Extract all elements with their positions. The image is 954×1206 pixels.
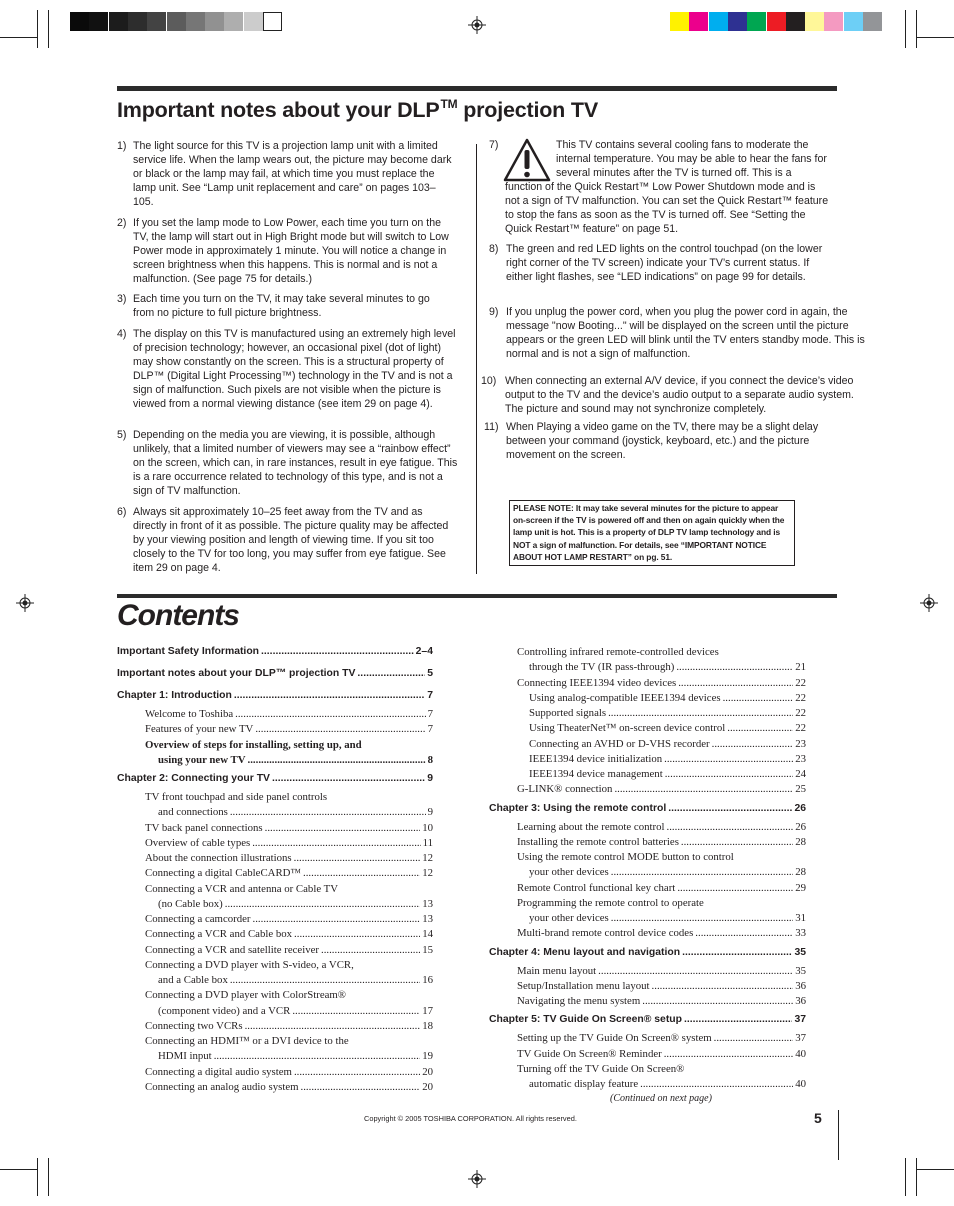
toc-leader-dots (668, 803, 792, 814)
toc-leader-dots (642, 995, 793, 1007)
note-text: Depending on the media you are viewing, it is possible, although unlikely, that a limited number of viewers may see a “rainbow effect” on the screen, which can, in rare instances, result in eye fatigue. This is a rare occurrence related to technology of this type, and is not a sign of TV malfunction. (133, 429, 458, 497)
toc-entry[interactable] (529, 1078, 806, 1090)
note-text: The light source for this TV is a projection lamp unit with a limited service life. When the lamp wears out, the picture may become dark or black or the lamp may fail, at which time you must replace the lamp unit. See “Lamp unit replacement and care” on pages 103–105. (133, 140, 452, 208)
toc-entry[interactable] (145, 837, 433, 849)
toc-entry[interactable] (145, 791, 433, 803)
note-text: This TV contains several cooling fans to moderate the internal temperature. You may be able to hear the fans for several minutes after the TV is turned off. This is a function of the Quick Restart™ Low Power Shutdown mode and is not a sign of TV malfunction. You can set the Quick Restart™ feature to stop the fans as soon as the TV is turned off. See “Setting the Quick Restart™ feature” on page 51. (505, 139, 829, 235)
toc-page-number: 5 (427, 668, 433, 679)
toc-entry[interactable] (145, 1066, 433, 1078)
toc-entry[interactable] (145, 928, 433, 940)
toc-entry-title: (component video) and a VCR (158, 1004, 291, 1017)
toc-entry[interactable] (517, 1048, 806, 1060)
note-number: 10) (481, 375, 497, 387)
toc-entry[interactable] (145, 739, 433, 751)
toc-leader-dots (684, 1014, 792, 1025)
toc-leader-dots (640, 1078, 793, 1090)
toc-leader-dots (677, 882, 793, 894)
toc-entry[interactable] (517, 995, 806, 1007)
toc-entry-title: TV Guide On Screen® Reminder (517, 1047, 662, 1060)
toc-entry-title: Connecting a DVD player with S-video, a VCR, (145, 958, 354, 971)
toc-entry[interactable] (158, 806, 433, 818)
toc-page-number: 40 (795, 1078, 806, 1090)
toc-entry[interactable] (517, 1063, 806, 1075)
toc-page-number: 35 (794, 946, 806, 958)
toc-entry-title: Supported signals (529, 707, 607, 719)
toc-entry-title: Important notes about your DLP™ projection TV (117, 668, 356, 679)
toc-leader-dots (248, 754, 426, 766)
note-item (117, 216, 452, 286)
note-number: 5) (117, 429, 127, 441)
toc-entry-title: Navigating the menu system (517, 995, 641, 1007)
toc-entry-title: Welcome to Toshiba (145, 708, 234, 720)
toc-leader-dots (255, 723, 425, 735)
toc-entry-title: Connecting an HDMI™ or a DVI device to the (145, 1035, 349, 1047)
toc-entry-title: Main menu layout (517, 964, 597, 977)
toc-entry-title: Chapter 1: Introduction (117, 690, 232, 701)
page-number: 5 (814, 1110, 822, 1126)
top-rule (117, 86, 837, 91)
toc-entry-title: Connecting an analog audio system (145, 1080, 299, 1093)
column-divider (476, 144, 477, 574)
gray-swatch (186, 12, 205, 31)
toc-entry-title: Overview of steps for installing, setting up, and (145, 738, 362, 751)
gray-swatch (167, 12, 186, 31)
toc-leader-dots (682, 947, 792, 958)
registration-mark-icon (468, 1170, 486, 1188)
toc-entry-title: Chapter 2: Connecting your TV (117, 773, 270, 784)
toc-page-number: 22 (795, 691, 806, 704)
note-text: If you set the lamp mode to Low Power, each time you turn on the TV, the lamp will start out in High Bright mode but will switch to Low Power mode in approximately 1 minute. You will notice a change in screen brightness when this happens. This is normal and is not a malfunction. (See page 75 for details.) (133, 217, 449, 285)
toc-entry[interactable] (529, 866, 806, 878)
toc-page-number: 11 (422, 836, 433, 849)
color-swatch (824, 12, 843, 31)
note-text: The display on this TV is manufactured using an extremely high level of precision technology; however, an occasional pixel (dot of light) may show constantly on the screen. This is a structural property of DLP™ (Digital Light Processing™) technology in the TV and is not a sign of malfunction. Such pixels are not visible when the picture is viewed from a normal viewing distance (see item 29 on page 4). (133, 328, 456, 410)
note-text: Each time you turn on the TV, it may take several minutes to go from no picture to full picture brightness. (133, 293, 430, 319)
toc-entry[interactable] (517, 980, 806, 992)
toc-leader-dots (321, 944, 420, 956)
toc-entry[interactable] (517, 851, 806, 863)
color-swatch (863, 12, 882, 31)
toc-page-number: 7 (427, 708, 433, 720)
note-item (489, 242, 829, 284)
toc-leader-dots (230, 974, 420, 986)
toc-leader-dots (714, 1032, 794, 1044)
toc-entry-title: Programming the remote control to operate (517, 896, 704, 909)
toc-entry[interactable] (158, 1050, 433, 1062)
toc-entry-title: Connecting a VCR and antenna or Cable TV (145, 882, 339, 895)
note-item (489, 305, 867, 361)
toc-entry-title: Connecting a VCR and Cable box (145, 928, 293, 941)
toc-entry-title: Using TheaterNet™ on-screen device control (529, 722, 726, 735)
toc-leader-dots (712, 738, 794, 750)
toc-entry[interactable] (517, 882, 806, 894)
toc-entry-title: your other devices (529, 912, 609, 924)
toc-entry-title: Using the remote control MODE button to control (517, 851, 734, 863)
toc-page-number: 18 (422, 1019, 433, 1032)
toc-entry-title: and connections (158, 806, 228, 819)
note-text: Always sit approximately 10–25 feet away from the TV and as directly in front of it as possible. The picture quality may be affected by your viewing position and length of viewing time. If you sit too closely to the TV for too long, you may suffer from eye fatigue. See item 29 on page 4. (133, 506, 449, 574)
toc-page-number: 13 (422, 913, 433, 925)
toc-entry[interactable] (145, 852, 433, 864)
toc-entry[interactable] (117, 668, 433, 679)
note-item (484, 420, 849, 462)
toc-entry-title: About the connection illustrations (145, 852, 292, 864)
toc-entry[interactable] (117, 646, 433, 657)
note-number: 9) (489, 306, 499, 318)
toc-entry[interactable] (489, 1014, 806, 1025)
toc-entry-title: Controlling infrared remote-controlled devices (517, 646, 719, 658)
copyright: Copyright © 2005 TOSHIBA CORPORATION. All rights reserved. (364, 1114, 577, 1123)
toc-entry[interactable] (517, 927, 806, 939)
note-number: 7) (489, 139, 499, 151)
toc-entry-title: Connecting a digital CableCARD™ (145, 867, 302, 880)
toc-entry-title: TV front touchpad and side panel controls (145, 791, 328, 803)
toc-page-number: 2–4 (415, 646, 433, 657)
gray-swatch (89, 12, 108, 31)
toc-entry-title: Turning off the TV Guide On Screen® (517, 1062, 685, 1075)
toc-leader-dots (253, 913, 421, 925)
toc-page-number: 9 (427, 806, 433, 819)
gray-swatch (128, 12, 147, 31)
toc-page-number: 28 (795, 835, 806, 848)
toc-entry[interactable] (517, 783, 806, 795)
color-swatch (689, 12, 708, 31)
toc-leader-dots (676, 661, 793, 673)
continued-note: (Continued on next page) (610, 1093, 712, 1104)
toc-page-number: 15 (422, 943, 433, 956)
toc-entry[interactable] (529, 707, 806, 719)
toc-entry-title: HDMI input (158, 1050, 212, 1063)
color-swatch (844, 12, 863, 31)
toc-page-number: 20 (422, 1080, 433, 1093)
toc-entry-title: Connecting two VCRs (145, 1019, 243, 1032)
toc-leader-dots (357, 668, 425, 679)
note-number: 2) (117, 217, 127, 229)
note-text: If you unplug the power cord, when you plug the power cord in again, the message "now Booting..." will be displayed on the screen until the picture appears or the green LED will blink until the TV enters standby mode. This is normal and is not a sign of malfunction. (506, 306, 865, 360)
note-item (117, 505, 457, 575)
toc-leader-dots (292, 1005, 420, 1017)
toc-page-number: 26 (794, 802, 806, 814)
toc-entry-title: Connecting IEEE1394 video devices (517, 676, 677, 689)
toc-leader-dots (261, 646, 414, 657)
page-title: Important notes about your DLP™ projection TV (117, 97, 598, 122)
toc-entry[interactable] (529, 768, 806, 780)
toc-entry-title: Chapter 3: Using the remote control (489, 802, 667, 814)
toc-entry[interactable] (529, 661, 806, 673)
note-number: 11) (484, 421, 499, 433)
toc-leader-dots (294, 852, 421, 864)
toc-entry-title: Setup/Installation menu layout (517, 979, 650, 992)
registration-mark-icon (16, 594, 34, 612)
toc-leader-dots (272, 773, 425, 784)
toc-entry[interactable] (529, 738, 806, 750)
toc-leader-dots (303, 867, 420, 879)
gray-swatch (244, 12, 263, 31)
note-number: 6) (117, 506, 127, 518)
note-text: When Playing a video game on the TV, there may be a slight delay between your command (joystick, keyboard, etc.) and the picture movement on the screen. (506, 421, 819, 461)
toc-page-number: 16 (422, 974, 433, 986)
toc-entry[interactable] (529, 753, 806, 765)
toc-entry[interactable] (517, 965, 806, 977)
toc-entry[interactable] (517, 646, 806, 658)
toc-entry-title: using your new TV (158, 753, 246, 766)
contents-rule (117, 594, 837, 598)
toc-entry[interactable] (529, 912, 806, 924)
toc-page-number: 14 (422, 928, 433, 941)
toc-entry-title: Connecting a digital audio system (145, 1065, 292, 1078)
toc-entry-title: TV back panel connections (145, 821, 263, 834)
toc-leader-dots (598, 965, 793, 977)
note-text: The green and red LED lights on the control touchpad (on the lower right corner of the TV screen) indicate your TV’s current status. If either light flashes, see “LED indications” on page 99 for details. (506, 243, 823, 283)
toc-page-number: 21 (795, 661, 806, 674)
note-number: 4) (117, 328, 127, 340)
toc-page-number: 24 (795, 768, 806, 780)
toc-page-number: 36 (795, 979, 806, 992)
toc-page-number: 36 (795, 995, 806, 1007)
toc-entry[interactable] (117, 690, 433, 701)
registration-mark-icon (920, 594, 938, 612)
toc-page-number: 26 (795, 820, 806, 833)
toc-page-number: 35 (795, 964, 806, 977)
toc-leader-dots (294, 1066, 420, 1078)
toc-entry[interactable] (529, 722, 806, 734)
toc-entry[interactable] (145, 723, 433, 735)
toc-leader-dots (234, 690, 425, 701)
toc-entry-title: automatic display feature (529, 1078, 639, 1090)
toc-entry-title: Installing the remote control batteries (517, 835, 679, 848)
gray-swatch (109, 12, 128, 31)
toc-entry[interactable] (145, 1020, 433, 1032)
toc-entry[interactable] (158, 974, 433, 986)
toc-leader-dots (614, 783, 793, 795)
toc-leader-dots (611, 866, 793, 878)
toc-entry[interactable] (158, 754, 433, 766)
toc-entry-title: Chapter 4: Menu layout and navigation (489, 946, 681, 958)
toc-entry-title: Connecting an AVHD or D-VHS recorder (529, 737, 710, 750)
toc-leader-dots (235, 708, 425, 720)
toc-entry[interactable] (517, 677, 806, 689)
toc-entry[interactable] (145, 944, 433, 956)
toc-entry-title: Connecting a VCR and satellite receiver (145, 943, 319, 956)
toc-page-number: 19 (422, 1050, 433, 1063)
toc-page-number: 23 (795, 737, 806, 750)
toc-entry-title: IEEE1394 device management (529, 768, 663, 780)
toc-page-number: 22 (795, 707, 806, 719)
toc-leader-dots (265, 822, 421, 834)
toc-entry[interactable] (158, 898, 433, 910)
toc-leader-dots (727, 722, 793, 734)
toc-page-number: 25 (795, 783, 806, 796)
toc-entry[interactable] (145, 708, 433, 720)
toc-entry-title: G-LINK® connection (517, 783, 613, 796)
toc-leader-dots (678, 677, 793, 689)
toc-leader-dots (611, 912, 793, 924)
toc-page-number: 13 (422, 897, 433, 910)
toc-leader-dots (252, 837, 420, 849)
gray-swatch (147, 12, 166, 31)
toc-leader-dots (214, 1050, 421, 1062)
toc-entry[interactable] (489, 947, 806, 958)
toc-leader-dots (230, 806, 426, 818)
registration-mark-icon (468, 16, 486, 34)
toc-entry[interactable] (145, 989, 433, 1001)
toc-entry-title: (no Cable box) (158, 897, 223, 910)
toc-page-number: 22 (795, 676, 806, 689)
toc-entry-title: Connecting a camcorder (145, 913, 251, 925)
toc-leader-dots (723, 692, 794, 704)
toc-leader-dots (608, 707, 793, 719)
color-swatch (709, 12, 728, 31)
contents-heading: Contents (117, 599, 239, 632)
toc-page-number: 29 (795, 881, 806, 894)
toc-page-number: 40 (795, 1047, 806, 1060)
note-text: When connecting an external A/V device, if you connect the device’s video output to the TV and the device’s audio output to a separate audio system. The picture and sound may not synchronize completely. (505, 375, 854, 415)
note-item (117, 428, 463, 498)
toc-page-number: 37 (795, 1032, 806, 1045)
toc-entry[interactable] (145, 1035, 433, 1047)
toc-leader-dots (664, 753, 793, 765)
toc-leader-dots (294, 928, 420, 940)
toc-entry-title: Remote Control functional key chart (517, 881, 676, 894)
note-number: 3) (117, 293, 127, 305)
toc-entry-title: Learning about the remote control (517, 820, 665, 833)
toc-leader-dots (667, 821, 794, 833)
toc-page-number: 22 (795, 722, 806, 735)
toc-entry[interactable] (145, 822, 433, 834)
toc-page-number: 28 (795, 866, 806, 879)
toc-entry-title: Setting up the TV Guide On Screen® system (517, 1032, 712, 1045)
toc-entry-title: Features of your new TV (145, 723, 254, 736)
toc-entry[interactable] (145, 867, 433, 879)
toc-leader-dots (225, 898, 420, 910)
toc-leader-dots (695, 927, 793, 939)
warning-triangle-icon (503, 138, 551, 182)
gray-swatch (205, 12, 224, 31)
toc-page-number: 20 (422, 1065, 433, 1078)
color-swatch (767, 12, 786, 31)
color-swatch (747, 12, 766, 31)
toc-page-number: 17 (422, 1004, 433, 1017)
toc-page-number: 7 (427, 690, 433, 701)
note-item (117, 327, 457, 411)
gray-swatch (263, 12, 282, 31)
toc-entry-title: Using analog-compatible IEEE1394 devices (529, 691, 721, 704)
toc-entry[interactable] (517, 821, 806, 833)
toc-entry-title: Overview of cable types (145, 836, 251, 849)
toc-entry-title: your other devices (529, 866, 609, 879)
note-item (117, 292, 452, 320)
toc-leader-dots (664, 1048, 793, 1060)
gray-swatch (224, 12, 243, 31)
please-note-box: PLEASE NOTE: It may take several minutes for the picture to appear on-screen if the TV is powered off and then on again quickly when the lamp unit is hot. This is a property of DLP TV lamp technology and is NOT a sign of malfunction. For details, see “IMPORTANT NOTICE ABOUT HOT LAMP RESTART” on pg. 51. (509, 500, 795, 566)
toc-entry-title: through the TV (IR pass-through) (529, 661, 675, 674)
toc-entry-title: Important Safety Information (117, 646, 260, 657)
note-number: 1) (117, 140, 127, 152)
toc-entry[interactable] (145, 959, 433, 971)
toc-leader-dots (652, 980, 794, 992)
toc-page-number: 33 (795, 927, 806, 940)
color-swatch (786, 12, 805, 31)
toc-page-number: 23 (795, 752, 806, 765)
toc-entry-title: and a Cable box (158, 974, 228, 986)
toc-leader-dots (245, 1020, 421, 1032)
toc-page-number: 31 (795, 912, 806, 924)
toc-entry[interactable] (517, 897, 806, 909)
toc-entry[interactable] (517, 1032, 806, 1044)
toc-entry[interactable] (117, 773, 433, 784)
toc-leader-dots (665, 768, 793, 780)
toc-page-number: 10 (422, 821, 433, 834)
color-swatch (728, 12, 747, 31)
toc-entry[interactable] (145, 1081, 433, 1093)
toc-page-number: 12 (422, 852, 433, 864)
toc-entry[interactable] (158, 1005, 433, 1017)
toc-page-number: 7 (427, 723, 433, 736)
toc-leader-dots (681, 836, 793, 848)
toc-entry-title: Multi-brand remote control device codes (517, 927, 694, 940)
toc-entry[interactable] (517, 836, 806, 848)
toc-entry[interactable] (489, 803, 806, 814)
note-item (117, 139, 452, 209)
note-number: 8) (489, 243, 499, 255)
toc-entry[interactable] (145, 883, 433, 895)
toc-entry-title: IEEE1394 device initialization (529, 752, 663, 765)
toc-leader-dots (301, 1081, 421, 1093)
color-swatch (805, 12, 824, 31)
color-swatch (670, 12, 689, 31)
toc-entry[interactable] (145, 913, 433, 925)
toc-page-number: 8 (427, 753, 433, 766)
toc-entry-title: Connecting a DVD player with ColorStream® (145, 989, 347, 1002)
toc-page-number: 9 (427, 773, 433, 784)
toc-page-number: 37 (794, 1014, 806, 1026)
toc-page-number: 12 (422, 867, 433, 880)
gray-swatch (70, 12, 89, 31)
toc-entry-title: Chapter 5: TV Guide On Screen® setup (489, 1014, 682, 1026)
toc-entry[interactable] (529, 692, 806, 704)
note-item (481, 374, 867, 416)
